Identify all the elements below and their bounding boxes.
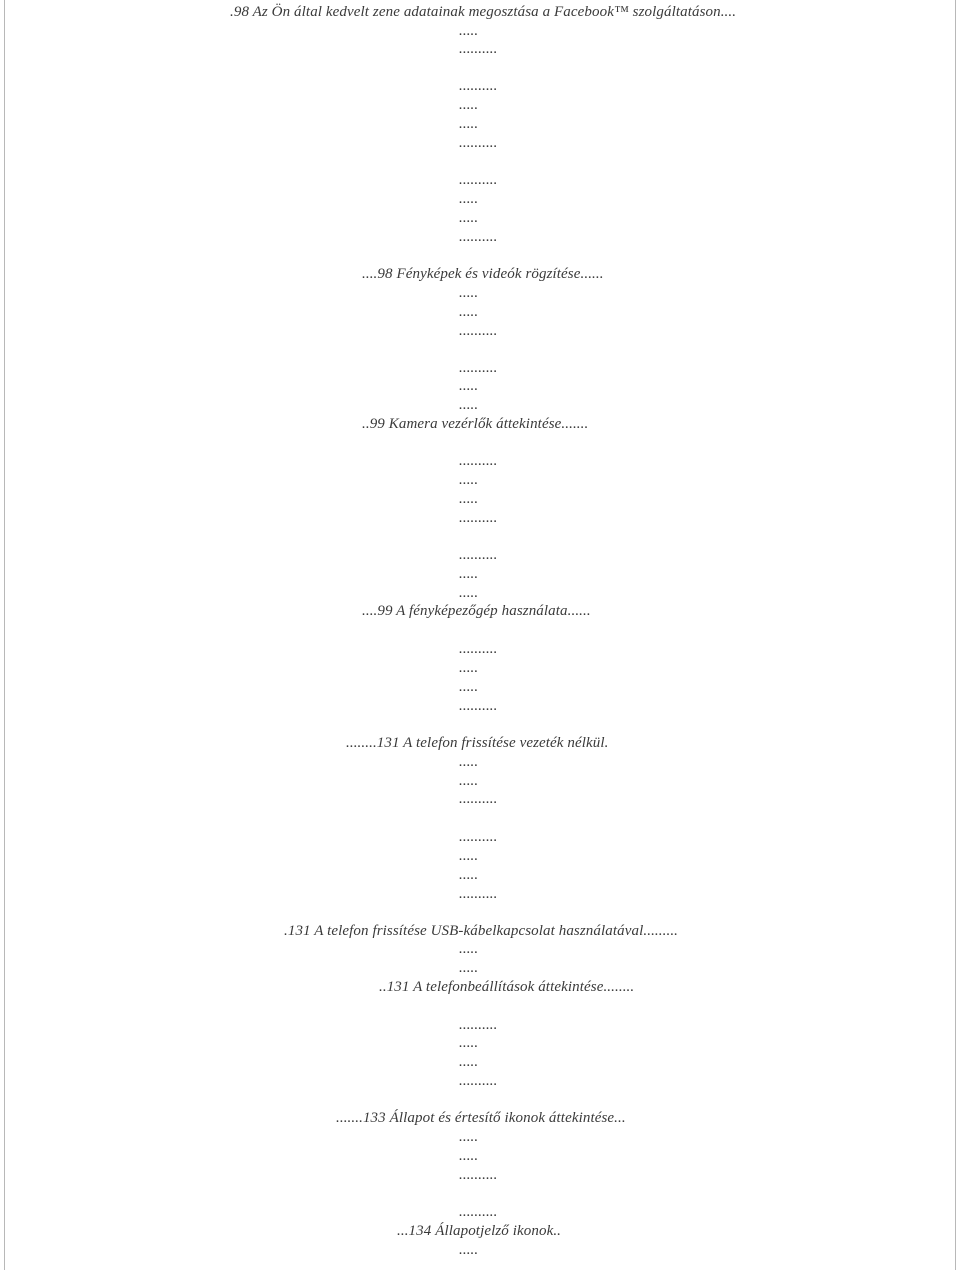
toc-line: .......... bbox=[459, 1073, 498, 1089]
toc-line: .......... bbox=[459, 791, 498, 807]
toc-line: ..... bbox=[459, 472, 479, 488]
toc-line: ..... bbox=[459, 848, 479, 864]
toc-entry: ..99 Kamera vezérlők áttekintése....... bbox=[362, 416, 589, 432]
toc-line: ..... bbox=[459, 97, 479, 113]
toc-line: ..... bbox=[459, 941, 479, 957]
toc-line: .......... bbox=[459, 453, 498, 469]
toc-line: ..... bbox=[459, 679, 479, 695]
toc-line: .98 Az Ön által kedvelt zene adatainak megosztása a Facebook™ szolgáltatáson.... bbox=[230, 4, 737, 20]
toc-line: .......... bbox=[459, 641, 498, 657]
toc-line: ..... bbox=[459, 1242, 479, 1258]
toc-line: ..... bbox=[459, 397, 479, 413]
toc-entry: ........131 A telefon frissítése vezeték nélkül. bbox=[346, 735, 609, 751]
toc-line: .......... bbox=[459, 360, 498, 376]
toc-line: ..... bbox=[459, 210, 479, 226]
toc-line: ..... bbox=[459, 773, 479, 789]
toc-line: .......... bbox=[459, 510, 498, 526]
toc-line: .......... bbox=[459, 698, 498, 714]
toc-line: ..... bbox=[459, 1129, 479, 1145]
toc-line: .......... bbox=[459, 135, 498, 151]
toc-line: ..... bbox=[459, 191, 479, 207]
toc-line: .......... bbox=[459, 78, 498, 94]
toc-line: ..... bbox=[459, 585, 479, 601]
toc-line: ..... bbox=[459, 566, 479, 582]
toc-line: .......... bbox=[459, 547, 498, 563]
toc-line: ..... bbox=[459, 660, 479, 676]
toc-line: ..... bbox=[459, 960, 479, 976]
toc-entry: ..131 A telefonbeállítások áttekintése........ bbox=[379, 979, 635, 995]
toc-line: ..... bbox=[459, 1148, 479, 1164]
toc-line: .......... bbox=[459, 172, 498, 188]
toc-line: .......... bbox=[459, 1204, 498, 1220]
toc-line: ..... bbox=[459, 754, 479, 770]
toc-entry: ...134 Állapotjelző ikonok.. bbox=[397, 1223, 562, 1239]
toc-entry: ....98 Fényképek és videók rögzítése...... bbox=[362, 266, 604, 282]
toc-line: ..... bbox=[459, 867, 479, 883]
toc-line: ..... bbox=[459, 285, 479, 301]
toc-line: .......... bbox=[459, 1167, 498, 1183]
toc-line: ..... bbox=[459, 23, 479, 39]
toc-entry: .......133 Állapot és értesítő ikonok áttekintése... bbox=[336, 1110, 626, 1126]
toc-line: ..... bbox=[459, 1035, 479, 1051]
toc-line: .......... bbox=[459, 41, 498, 57]
toc-line: .......... bbox=[459, 323, 498, 339]
toc-line: .......... bbox=[459, 1017, 498, 1033]
page-right-border bbox=[955, 0, 956, 1270]
toc-line: ..... bbox=[459, 378, 479, 394]
toc-entry: ....99 A fényképezőgép használata...... bbox=[362, 603, 591, 619]
page-left-border bbox=[4, 0, 5, 1270]
toc-line: ..... bbox=[459, 1054, 479, 1070]
toc-line: ..... bbox=[459, 304, 479, 320]
toc-line: .......... bbox=[459, 829, 498, 845]
toc-entry: .131 A telefon frissítése USB-kábelkapcsolat használatával......... bbox=[284, 923, 679, 939]
toc-line: .......... bbox=[459, 886, 498, 902]
toc-line: ..... bbox=[459, 116, 479, 132]
toc-line: ..... bbox=[459, 491, 479, 507]
toc-line: .......... bbox=[459, 229, 498, 245]
